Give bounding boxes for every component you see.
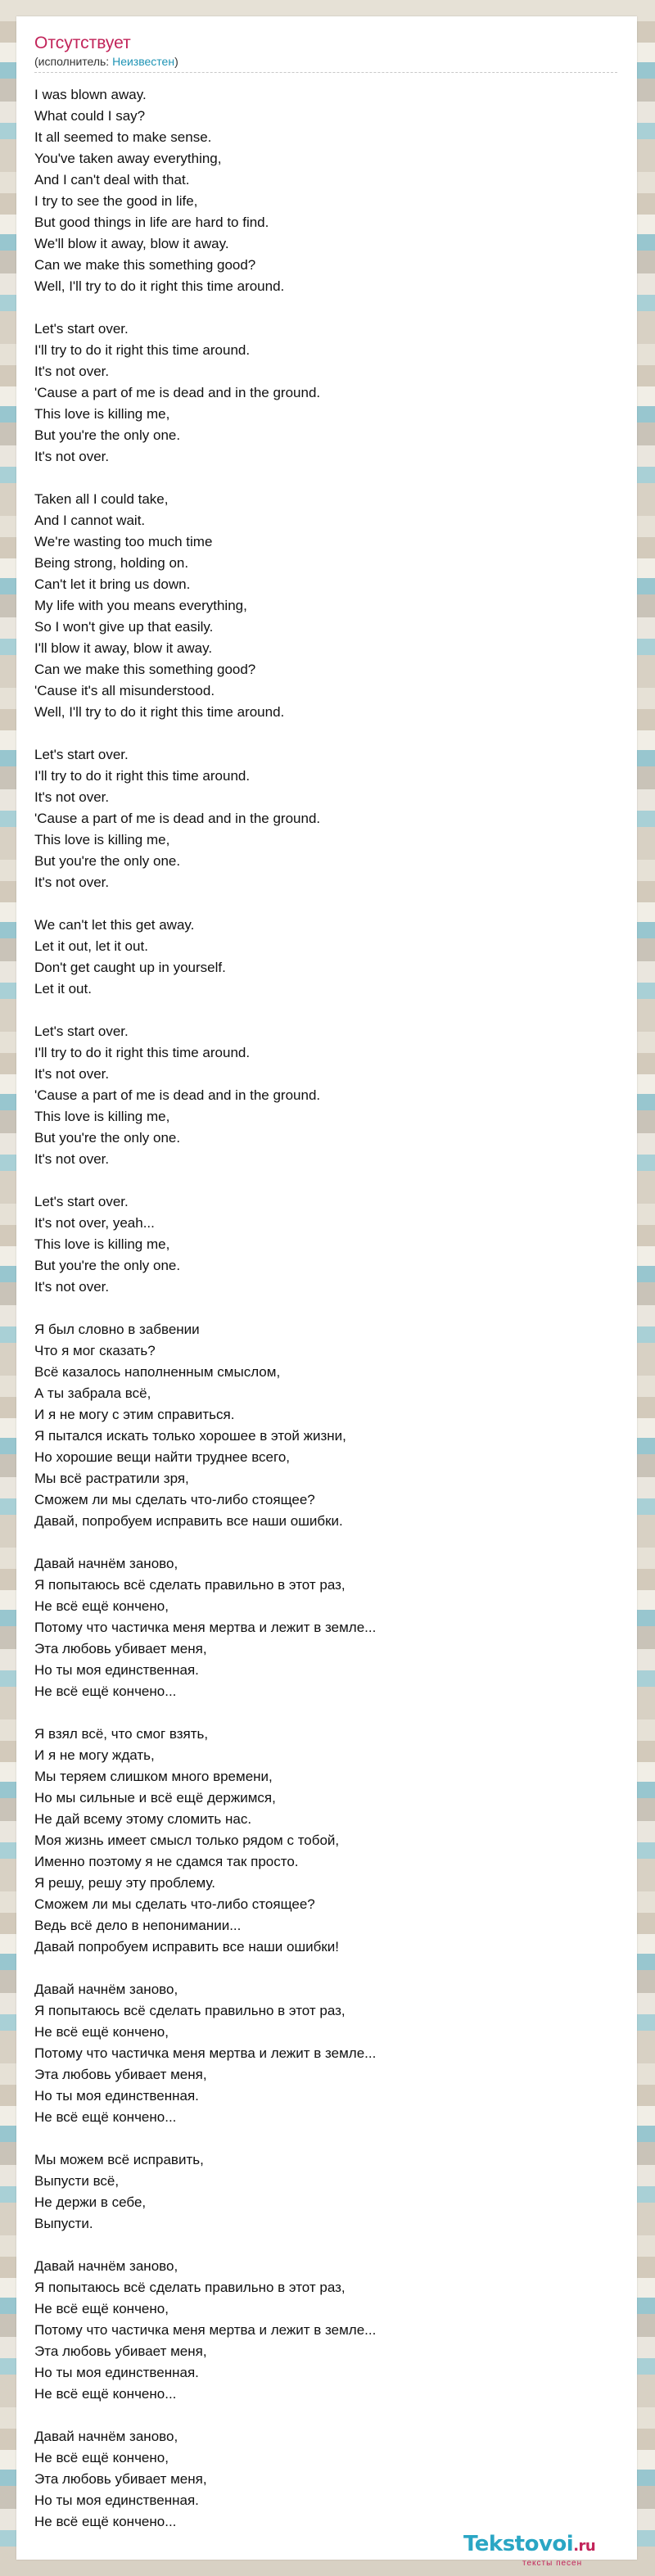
lyric-line: My life with you means everything, [34, 598, 247, 613]
lyric-line: Но хорошие вещи найти труднее всего, [34, 1449, 291, 1465]
lyric-line: Именно поэтому я не сдамся так просто. [34, 1854, 299, 1869]
lyric-line: Давай попробуем исправить все наши ошибки! [34, 1939, 339, 1955]
lyric-line: We'll blow it away, blow it away. [34, 236, 229, 251]
lyric-line: This love is killing me, [34, 1109, 170, 1124]
lyric-line: Taken all I could take, [34, 491, 169, 507]
lyrics-stanza [34, 1021, 619, 1170]
lyrics-card [16, 16, 637, 2560]
lyric-line: Не дай всему этому сломить нас. [34, 1811, 252, 1827]
lyric-line: Мы всё растратили зря, [34, 1471, 189, 1486]
lyric-line: We can't let this get away. [34, 917, 195, 933]
lyric-line: Давай, попробуем исправить все наши ошибки. [34, 1513, 343, 1529]
lyrics-stanza [34, 1553, 619, 1702]
lyric-line: Давай начнём заново, [34, 2258, 178, 2274]
lyric-line: This love is killing me, [34, 1236, 170, 1252]
lyric-line: I'll try to do it right this time around. [34, 342, 251, 358]
lyric-line: I was blown away. [34, 87, 147, 102]
lyric-line: Но ты моя единственная. [34, 2365, 199, 2380]
lyrics-stanza [34, 1724, 619, 1958]
lyric-line: Я попытаюсь всё сделать правильно в этот раз, [34, 2003, 346, 2018]
lyric-line: It's not over. [34, 789, 110, 805]
lyric-line: Я взял всё, что смог взять, [34, 1726, 209, 1742]
lyric-line: Давай начнём заново, [34, 1982, 178, 1997]
lyric-line: Не всё ещё кончено, [34, 2301, 169, 2316]
lyric-line: I'll blow it away, blow it away. [34, 640, 213, 656]
site-logo[interactable] [463, 2532, 648, 2569]
lyric-line: It all seemed to make sense. [34, 129, 212, 145]
lyric-line: Но ты моя единственная. [34, 1662, 199, 1678]
lyric-line: But you're the only one. [34, 1130, 181, 1146]
lyrics-text [34, 84, 619, 2533]
lyric-line: А ты забрала всё, [34, 1385, 151, 1401]
lyric-line: And I cannot wait. [34, 513, 146, 528]
logo-subtitle: тексты песен [522, 2559, 583, 2568]
logo-tld: .ru [573, 2538, 596, 2555]
lyric-line: Well, I'll try to do it right this time around. [34, 704, 285, 720]
lyric-line: I try to see the good in life, [34, 193, 198, 209]
lyric-line: Потому что частичка меня мертва и лежит в земле... [34, 2045, 377, 2061]
lyric-line: Потому что частичка меня мертва и лежит в земле... [34, 2322, 377, 2338]
lyric-line: И я не могу с этим справиться. [34, 1407, 235, 1422]
lyric-line: Well, I'll try to do it right this time around. [34, 278, 285, 294]
lyric-line: Я был словно в забвении [34, 1322, 200, 1337]
lyric-line: You've taken away everything, [34, 151, 222, 166]
lyrics-stanza [34, 744, 619, 893]
lyric-line: But you're the only one. [34, 427, 181, 443]
lyric-line: So I won't give up that easily. [34, 619, 214, 635]
lyric-line: What could I say? [34, 108, 146, 124]
lyric-line: Сможем ли мы сделать что-либо стоящее? [34, 1896, 315, 1912]
lyric-line: Я попытаюсь всё сделать правильно в этот раз, [34, 1577, 346, 1593]
lyric-line: But you're the only one. [34, 853, 181, 869]
lyric-line: Не всё ещё кончено, [34, 1598, 169, 1614]
lyric-line: It's not over. [34, 874, 110, 890]
lyric-line: Не всё ещё кончено... [34, 2109, 177, 2125]
lyric-line: But good things in life are hard to find. [34, 215, 269, 230]
lyric-line: Не всё ещё кончено... [34, 2514, 177, 2529]
lyric-line: This love is killing me, [34, 406, 170, 422]
lyric-line: Ведь всё дело в непонимании... [34, 1918, 242, 1933]
lyric-line: Эта любовь убивает меня, [34, 2067, 207, 2082]
lyric-line: Давай начнём заново, [34, 1556, 178, 1571]
lyric-line: Выпусти всё, [34, 2173, 120, 2189]
lyric-line: Моя жизнь имеет смысл только рядом с тобой, [34, 1833, 340, 1848]
lyric-line: Не всё ещё кончено, [34, 2024, 169, 2040]
lyric-line: Эта любовь убивает меня, [34, 2343, 207, 2359]
logo-main-text: Tekstovoi [463, 2532, 574, 2556]
lyric-line: This love is killing me, [34, 832, 170, 847]
lyric-line: Я решу, решу эту проблему. [34, 1875, 215, 1891]
lyric-line: Let's start over. [34, 747, 129, 762]
lyric-line: I'll try to do it right this time around. [34, 768, 251, 784]
logo-wordmark [463, 2532, 648, 2559]
lyric-line: 'Cause it's all misunderstood. [34, 683, 215, 698]
lyrics-stanza [34, 319, 619, 468]
lyric-line: Не держи в себе, [34, 2194, 147, 2210]
lyrics-stanza [34, 915, 619, 1000]
lyric-line: Я попытаюсь всё сделать правильно в этот раз, [34, 2280, 346, 2295]
lyric-line: We're wasting too much time [34, 534, 213, 549]
lyric-line: Эта любовь убивает меня, [34, 2471, 207, 2487]
lyric-line: But you're the only one. [34, 1258, 181, 1273]
lyric-line: Выпусти. [34, 2216, 93, 2231]
lyrics-stanza [34, 2426, 619, 2533]
lyric-line: Всё казалось наполненным смыслом, [34, 1364, 281, 1380]
lyric-line: It's not over. [34, 364, 110, 379]
lyric-line: It's not over. [34, 1066, 110, 1082]
lyric-line: Не всё ещё кончено... [34, 2386, 177, 2402]
lyric-line: Не всё ещё кончено... [34, 1683, 177, 1699]
lyric-line: 'Cause a part of me is dead and in the ground. [34, 811, 321, 826]
lyric-line: Let's start over. [34, 321, 129, 337]
lyric-line: Can we make this something good? [34, 662, 256, 677]
lyric-line: Давай начнём заново, [34, 2429, 178, 2444]
lyric-line: 'Cause a part of me is dead and in the ground. [34, 385, 321, 400]
lyrics-stanza [34, 84, 619, 297]
lyric-line: Мы теряем слишком много времени, [34, 1769, 273, 1784]
lyric-line: 'Cause a part of me is dead and in the ground. [34, 1087, 321, 1103]
lyric-line: Сможем ли мы сделать что-либо стоящее? [34, 1492, 315, 1507]
lyric-line: It's not over. [34, 449, 110, 464]
lyric-line: Let it out, let it out. [34, 938, 148, 954]
lyric-line: It's not over. [34, 1151, 110, 1167]
artist-prefix: (исполнитель: [34, 55, 113, 68]
lyric-line: Let's start over. [34, 1194, 129, 1209]
lyric-line: Can we make this something good? [34, 257, 256, 273]
lyrics-stanza [34, 1979, 619, 2128]
lyric-line: Let it out. [34, 981, 92, 997]
lyric-line: Can't let it bring us down. [34, 576, 191, 592]
lyric-line: It's not over, yeah... [34, 1215, 155, 1231]
lyric-line: Let's start over. [34, 1024, 129, 1039]
lyric-line: Не всё ещё кончено, [34, 2450, 169, 2465]
lyric-line: Но ты моя единственная. [34, 2492, 199, 2508]
lyric-line: Эта любовь убивает меня, [34, 1641, 207, 1656]
lyric-line: Что я мог сказать? [34, 1343, 156, 1358]
lyrics-stanza [34, 1319, 619, 1532]
lyrics-stanza [34, 489, 619, 723]
lyrics-stanza [34, 2256, 619, 2405]
lyric-line: Но ты моя единственная. [34, 2088, 199, 2104]
lyric-line: И я не могу ждать, [34, 1747, 155, 1763]
lyric-line: Потому что частичка меня мертва и лежит в земле... [34, 1620, 377, 1635]
artist-link[interactable]: Неизвестен [112, 55, 175, 68]
artist-line [34, 54, 617, 73]
lyrics-stanza [34, 1191, 619, 1298]
lyric-line: It's not over. [34, 1279, 110, 1295]
lyric-line: I'll try to do it right this time around. [34, 1045, 251, 1060]
lyric-line: Мы можем всё исправить, [34, 2152, 204, 2167]
lyric-line: Don't get caught up in yourself. [34, 960, 226, 975]
lyric-line: Но мы сильные и всё ещё держимся, [34, 1790, 276, 1805]
song-title: Отсутствует [34, 34, 131, 52]
artist-suffix: ) [174, 55, 178, 68]
lyric-line: And I can't deal with that. [34, 172, 190, 188]
lyric-line: Being strong, holding on. [34, 555, 189, 571]
lyric-line: Я пытался искать только хорошее в этой жизни, [34, 1428, 346, 1444]
lyrics-stanza [34, 2149, 619, 2235]
